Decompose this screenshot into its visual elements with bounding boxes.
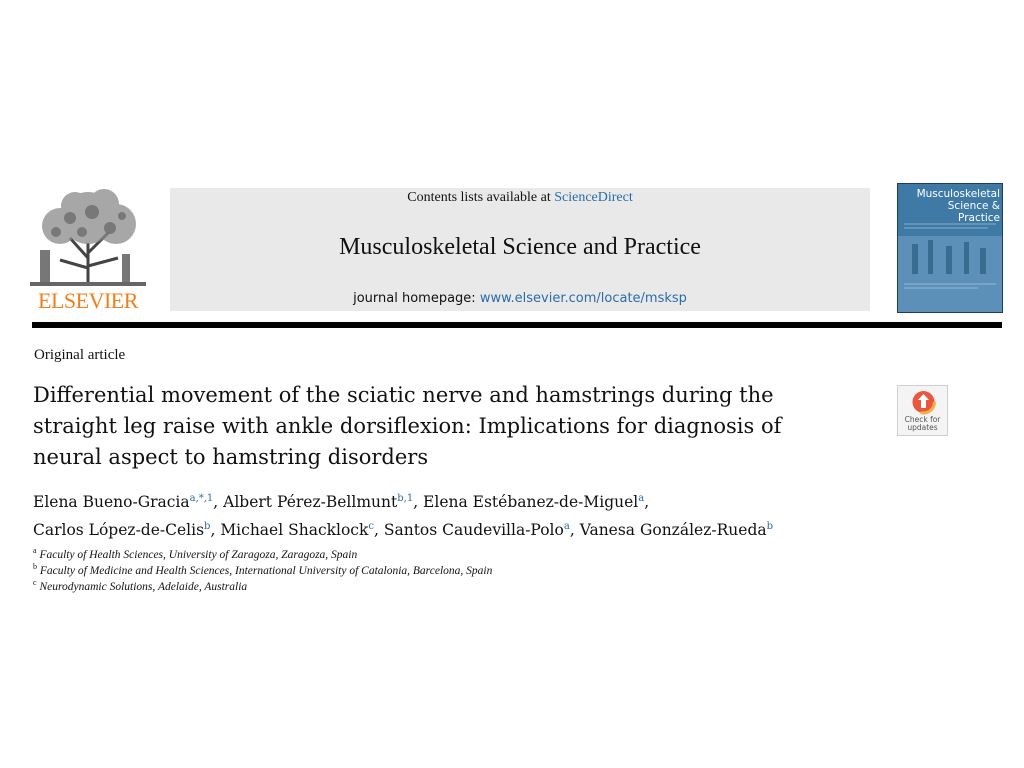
check-updates-line1: Check for	[904, 415, 941, 424]
affiliation-text: Faculty of Health Sciences, University of Zaragoza, Zaragoza, Spain	[39, 549, 358, 561]
sciencedirect-link[interactable]: ScienceDirect	[554, 190, 633, 205]
journal-cover[interactable]	[897, 183, 1003, 313]
author-name[interactable]: Carlos López-de-Celis	[33, 521, 205, 539]
elsevier-wordmark: ELSEVIER	[38, 288, 138, 313]
author-affil-sup[interactable]: b	[766, 520, 774, 532]
author-name[interactable]: Michael Shacklock	[220, 521, 369, 539]
affiliation-label: c	[33, 578, 37, 588]
journal-masthead	[170, 188, 870, 311]
author-name[interactable]: Vanesa González-Rueda	[579, 521, 767, 539]
contents-line	[170, 190, 870, 206]
journal-homepage-link[interactable]: www.elsevier.com/locate/msksp	[479, 291, 687, 306]
affiliation-list	[33, 547, 833, 595]
homepage-prefix: journal homepage:	[353, 291, 480, 306]
affiliation-text: Faculty of Medicine and Health Sciences, International University of Catalonia, Barcelona, Spain	[39, 565, 493, 577]
check-updates-icon	[898, 388, 949, 418]
author-list: Elena Bueno-Gracia$^{a,*,1}$, Albert Pérez-Bellmunt$^{b,1}$, Elena Estébanez-de-Miguel$^a$, Carlos López-de-Celis$^b$, Michael Shacklock$^c$, Santos Caudevilla-Polo$^a$, Vanesa González-Rueda$^b$	[33, 492, 774, 539]
author-name[interactable]: Elena Bueno-Gracia	[33, 493, 190, 511]
cover-illustration-icon	[898, 184, 1002, 312]
article-type: Original article	[34, 347, 126, 363]
check-for-updates-button[interactable]	[897, 385, 948, 436]
affiliation-label: b	[33, 562, 37, 572]
contents-prefix: Contents lists available at	[407, 190, 555, 205]
article-title: Differential movement of the sciatic nerve and hamstrings during the straight leg raise with ankle dorsiflexion: Implications for diagnosis of neural aspect to hamstring disorders	[33, 383, 782, 469]
author-name[interactable]: Santos Caudevilla-Polo	[383, 521, 564, 539]
affiliation-label: a	[33, 546, 37, 556]
homepage-line	[170, 291, 870, 306]
author-name[interactable]: Elena Estébanez-de-Miguel	[423, 493, 639, 511]
author-affil-sup[interactable]: a	[638, 492, 645, 504]
author-affil-sup[interactable]: b,1	[397, 492, 414, 504]
check-updates-label	[898, 416, 947, 432]
cover-title-line1: Musculoskeletal	[916, 188, 1000, 200]
journal-title: Musculoskeletal Science and Practice	[339, 234, 701, 260]
author-name[interactable]: Albert Pérez-Bellmunt	[223, 493, 398, 511]
affiliation-item	[33, 547, 833, 563]
author-affil-sup[interactable]: c	[368, 520, 374, 532]
check-updates-line2: updates	[907, 423, 938, 432]
author-affil-sup[interactable]: b	[204, 520, 211, 532]
affiliation-item	[33, 579, 833, 595]
tree-icon	[30, 188, 146, 288]
elsevier-logo[interactable]	[30, 188, 146, 312]
affiliation-text: Neurodynamic Solutions, Adelaide, Australia	[39, 581, 248, 593]
author-affil-sup[interactable]: a,*,1	[189, 492, 214, 504]
cover-title-line2: Science & Practice	[947, 200, 1000, 224]
author-affil-sup[interactable]: a	[563, 520, 570, 532]
header-rule	[32, 322, 1002, 328]
affiliation-item	[33, 563, 833, 579]
